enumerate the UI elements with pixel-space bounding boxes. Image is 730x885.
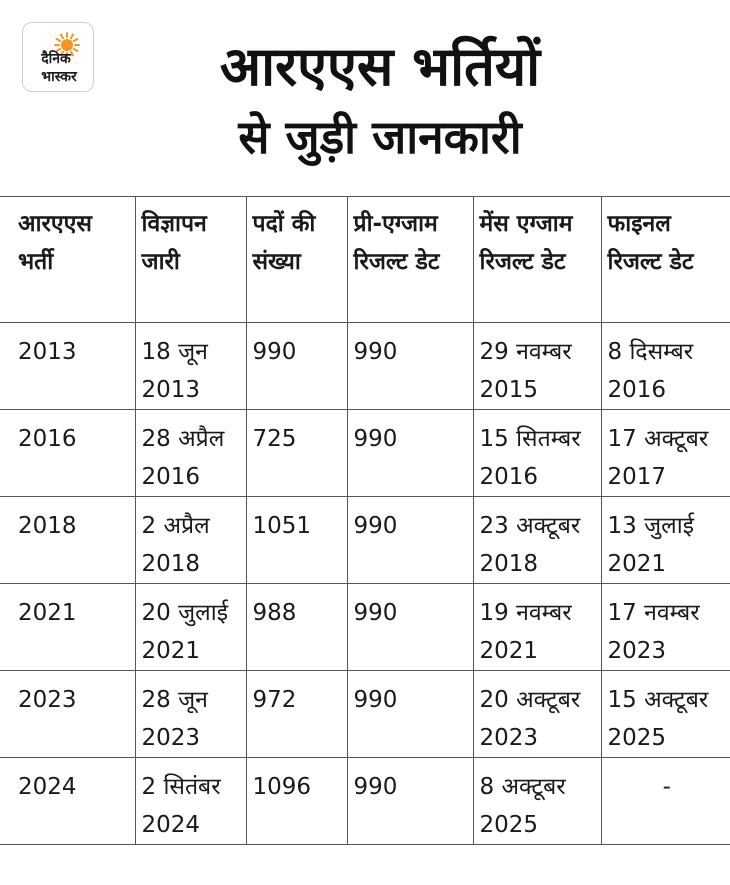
cell-posts: 990 <box>246 323 347 410</box>
cell-mains-result: 29 नवम्बर 2015 <box>473 323 601 410</box>
cell-posts: 972 <box>246 671 347 758</box>
header-mains-exam-result-date: मेंस एग्जाम रिजल्ट डेट <box>473 197 601 323</box>
cell-final-result: - <box>601 758 730 845</box>
cell-mains-result: 8 अक्टूबर 2025 <box>473 758 601 845</box>
logo-text-line2: भास्कर <box>41 69 77 85</box>
cell-final-result: 15 अक्टूबर 2025 <box>601 671 730 758</box>
cell-recruitment-year: 2023 <box>0 671 135 758</box>
cell-advertisement-date: 18 जून 2013 <box>135 323 246 410</box>
cell-final-result: 17 अक्टूबर 2017 <box>601 410 730 497</box>
cell-posts: 988 <box>246 584 347 671</box>
cell-mains-result: 19 नवम्बर 2021 <box>473 584 601 671</box>
cell-mains-result: 15 सितम्बर 2016 <box>473 410 601 497</box>
cell-advertisement-date: 28 जून 2023 <box>135 671 246 758</box>
cell-final-result: 17 नवम्बर 2023 <box>601 584 730 671</box>
cell-advertisement-date: 28 अप्रैल 2016 <box>135 410 246 497</box>
header-final-result-date: फाइनल रिजल्ट डेट <box>601 197 730 323</box>
cell-mains-result: 23 अक्टूबर 2018 <box>473 497 601 584</box>
cell-posts: 1051 <box>246 497 347 584</box>
table-row <box>0 497 730 584</box>
table-row <box>0 671 730 758</box>
cell-recruitment-year: 2013 <box>0 323 135 410</box>
cell-advertisement-date: 2 अप्रैल 2018 <box>135 497 246 584</box>
page-title-line1: आरएएस भर्तियों <box>219 35 541 98</box>
cell-final-result: 13 जुलाई 2021 <box>601 497 730 584</box>
table-row <box>0 323 730 410</box>
cell-recruitment-year: 2024 <box>0 758 135 845</box>
table-row <box>0 758 730 845</box>
table-row <box>0 410 730 497</box>
ras-recruitment-table <box>0 196 730 845</box>
table-header-row <box>0 197 730 323</box>
dainik-bhaskar-logo <box>22 22 94 92</box>
cell-advertisement-date: 20 जुलाई 2021 <box>135 584 246 671</box>
cell-pre-result: 990 <box>347 323 473 410</box>
cell-recruitment-year: 2021 <box>0 584 135 671</box>
cell-pre-result: 990 <box>347 497 473 584</box>
cell-final-result: 8 दिसम्बर 2016 <box>601 323 730 410</box>
cell-advertisement-date: 2 सितंबर 2024 <box>135 758 246 845</box>
header-pre-exam-result-date: प्री-एग्जाम रिजल्ट डेट <box>347 197 473 323</box>
page-title-line2: से जुड़ी जानकारी <box>238 110 522 164</box>
cell-pre-result: 990 <box>347 584 473 671</box>
sun-icon <box>23 23 95 93</box>
logo-text-line1: दैनिक <box>41 51 71 67</box>
cell-pre-result: 990 <box>347 758 473 845</box>
cell-pre-result: 990 <box>347 410 473 497</box>
cell-recruitment-year: 2018 <box>0 497 135 584</box>
cell-posts: 1096 <box>246 758 347 845</box>
cell-pre-result: 990 <box>347 671 473 758</box>
header-advertisement-issued: विज्ञापन जारी <box>135 197 246 323</box>
table-row <box>0 584 730 671</box>
cell-mains-result: 20 अक्टूबर 2023 <box>473 671 601 758</box>
cell-posts: 725 <box>246 410 347 497</box>
header-ras-recruitment: आरएएस भर्ती <box>0 197 135 323</box>
header-number-of-posts: पदों की संख्या <box>246 197 347 323</box>
cell-recruitment-year: 2016 <box>0 410 135 497</box>
